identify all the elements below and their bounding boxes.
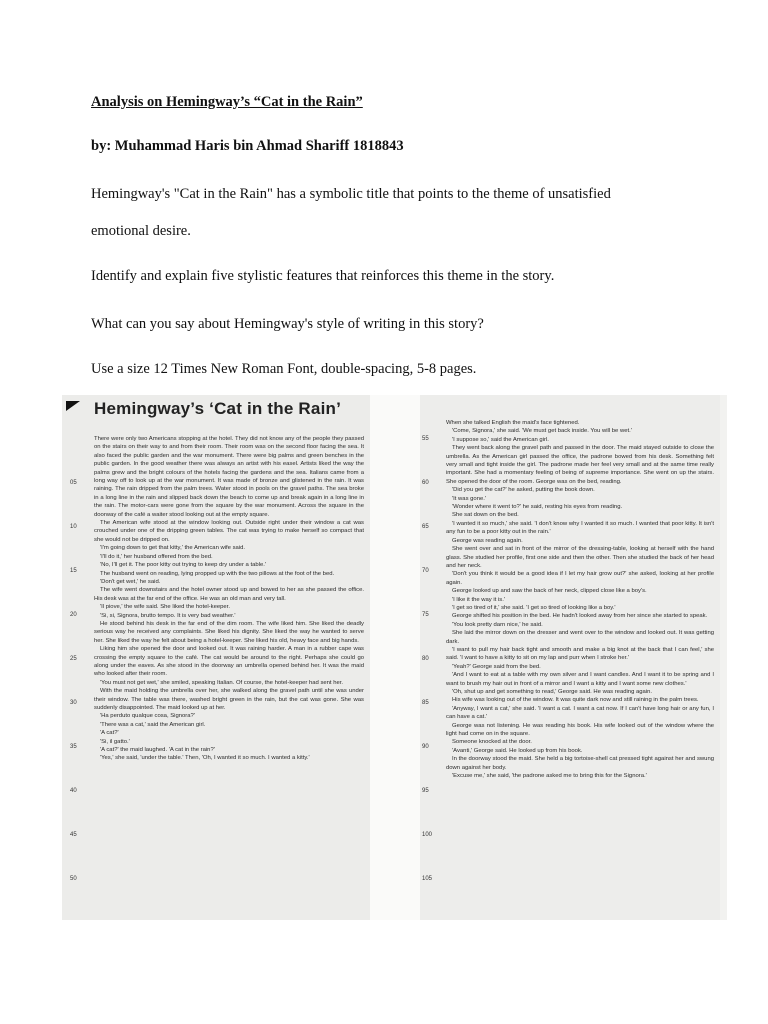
story-paragraph: With the maid holding the umbrella over her, she walked along the gravel path until she was under their window. The table was there, washed bright green in the rain, but the cat was gone. She was suddenly disappointed. The maid looked up at her. [94,688,364,711]
line-number: 75 [422,612,429,618]
story-paragraph: 'Wonder where it went to?' he said, resting his eyes from reading. [452,504,623,511]
story-paragraph: 'You must not get wet,' she smiled, speaking Italian. Of course, the hotel-keeper had sent her. [100,679,344,686]
assignment-title: Analysis on Hemingway’s “Cat in the Rain” [91,94,363,110]
story-paragraph: 'Did you get the cat?' he asked, putting the book down. [452,487,595,494]
story-paragraph: There were only two Americans stopping at the hotel. They did not know any of the people they passed on the stairs on their way to and from their room. Their room was on the second floor facing the sea. It also faced the public garden and the war monument. There were big palms and green benches in the public garden. In the good weather there was always an artist with his easel. Artists liked the way the palms grew and the bright colours of the hotels facing the gardens and the sea. Italians came from a long way off to look up at the war monument. It was made of bronze and glistened in the rain. It was raining. The rain dripped from the palm trees. Water stood in pools on the gravel paths. The sea broke in a long line in the rain and slipped back down the beach to come up and break again in a long line in the rain. The motor-cars were gone from the square by the war monument. Across the square in the doorway of the café a waiter stood looking out at the empty square. [94,436,364,518]
story-paragraph: 'I wanted it so much,' she said. 'I don't know why I wanted it so much. I wanted that poor kitty. It isn't any fun to be a poor kitty out in the rain.' [446,520,714,536]
story-paragraph: They went back along the gravel path and passed in the door. The maid stayed outside to close the umbrella. As the American girl passed the office, the padrone bowed from his desk. Something felt very small and tight inside the girl. The padrone made her feel very small and at the same time really important. She had a momentary feeling of being of supreme importance. She went on up the stairs. She opened the door of the room. George was on the bed, reading. [446,445,714,485]
right-column-text [446,419,714,780]
line-number: 90 [422,744,429,750]
story-paragraph: When she talked English the maid's face tightened. [446,420,580,426]
story-paragraph: She sat down on the bed. [452,512,519,519]
line-number: 20 [70,612,77,618]
story-paragraph: His wife was looking out of the window. It was quite dark now and still raining in the palm trees. [452,697,699,704]
intro-line-2: emotional desire. [91,223,191,239]
story-paragraph: 'Si, si, Signora, brutto tempo. It is very bad weather.' [100,612,236,619]
story-paragraph: She went over and sat in front of the mirror of the dressing-table, looking at herself with the hand glass. She studied her profile, first one side and then the other. Then she studied the back of her head and her neck. [446,546,714,569]
story-paragraph: 'Yeah?' George said from the bed. [452,663,541,670]
story-paragraph: 'I'm going down to get that kitty,' the American wife said. [100,545,246,552]
story-paragraph: 'No, I'll get it. The poor kitty out trying to keep dry under a table.' [100,562,266,569]
story-paragraph: 'Don't you think it would be a good idea if I let my hair grow out?' she asked, looking at her profile again. [446,571,714,586]
scan-gutter [370,395,420,920]
line-number: 100 [422,832,433,838]
story-paragraph: 'I suppose so,' said the American girl. [452,436,549,443]
line-number: 85 [422,700,429,706]
line-number: 55 [422,436,429,442]
task-question-2: What can you say about Hemingway's style of writing in this story? [91,316,484,332]
line-number: 65 [422,524,429,530]
story-paragraph: 'Yes,' she said, 'under the table.' Then, 'Oh, I wanted it so much. I wanted a kitty.' [100,755,310,762]
line-number: 25 [70,656,77,662]
story-paragraph: 'Ha perduto qualque cosa, Signora?' [100,713,195,720]
left-column-text [94,435,364,763]
line-number: 70 [422,568,429,574]
story-paragraph: 'Avanti,' George said. He looked up from his book. [452,747,583,754]
story-title: Hemingway’s ‘Cat in the Rain’ [94,399,341,418]
task-question-1: Identify and explain five stylistic features that reinforces this theme in the story. [91,268,555,284]
story-paragraph: 'There was a cat,' said the American girl. [100,721,206,728]
story-paragraph: George looked up and saw the back of her neck, clipped close like a boy's. [452,588,647,595]
story-paragraph: The husband went on reading, lying propped up with the two pillows at the foot of the bed. [100,570,335,577]
scanned-story-pages [62,395,727,920]
story-paragraph: The wife went downstairs and the hotel owner stood up and bowed to her as she passed the office. His desk was at the far end of the office. He was an old man and very tall. [94,587,364,602]
story-paragraph: In the doorway stood the maid. She held a big tortoise-shell cat pressed tight against her and swung down against her body. [446,756,714,771]
story-paragraph: 'Don't get wet,' he said. [100,578,161,585]
line-number: 40 [70,788,77,794]
story-paragraph: George shifted his position in the bed. He hadn't looked away from her since she started to speak. [452,613,708,620]
story-paragraph: The American wife stood at the window looking out. Outside right under their window a cat was crouched under one of the dripping green tables. The cat was trying to make herself so compact that she would not be dripped on. [94,520,364,543]
story-paragraph: Liking him she opened the door and looked out. It was raining harder. A man in a rubber cape was crossing the empty square to the café. The cat would be around to the right. Perhaps she could go along under the eaves. As she stood in the doorway an umbrella opened behind her. It was the maid who looked after their room. [94,646,364,678]
story-paragraph: 'It was gone.' [452,495,487,502]
story-paragraph: She laid the mirror down on the dresser and went over to the window and looked out. It was getting dark. [446,630,714,645]
story-paragraph: 'A cat?' [100,730,119,737]
story-paragraph: 'Anyway, I want a cat,' she said. 'I want a cat. I want a cat now. If I can't have long hair or any fun, I can have a cat.' [446,705,714,721]
format-instructions: Use a size 12 Times New Roman Font, double-spacing, 5-8 pages. [91,361,477,377]
triangle-marker-icon [66,401,80,411]
line-number: 05 [70,480,77,486]
story-paragraph: 'Come, Signora,' she said. 'We must get back inside. You will be wet.' [452,428,632,435]
story-paragraph: 'Si, il gatto.' [100,738,130,745]
author-byline: by: Muhammad Haris bin Ahmad Shariff 1818843 [91,138,404,154]
story-paragraph: 'You look pretty darn nice,' he said. [452,621,543,628]
line-number: 60 [422,480,429,486]
story-paragraph: 'I want to pull my hair back tight and smooth and make a big knot at the back that I can feel,' she said. 'I want to have a kitty to sit on my lap and purr when I stroke her.' [446,646,714,662]
line-number: 15 [70,568,77,574]
story-paragraph: He stood behind his desk in the far end of the dim room. The wife liked him. She liked the deadly serious way he received any complaints. She liked his dignity. She liked the way he wanted to serve her. She liked the way he felt about being a hotel-keeper. She liked his old, heavy face and big hands. [94,620,364,644]
line-number: 10 [70,524,77,530]
story-paragraph: George was reading again. [452,537,523,544]
line-number: 30 [70,700,77,706]
intro-line-1: Hemingway's "Cat in the Rain" has a symbolic title that points to the theme of unsatisfied [91,186,611,202]
line-number: 35 [70,744,77,750]
line-number: 105 [422,876,433,882]
story-paragraph: Someone knocked at the door. [452,739,532,746]
story-paragraph: 'I get so tired of it,' she said. 'I get so tired of looking like a boy.' [452,604,616,611]
story-paragraph: 'I'll do it,' her husband offered from the bed. [100,553,213,560]
line-number: 80 [422,656,429,662]
story-paragraph: 'Excuse me,' she said, 'the padrone asked me to bring this for the Signora.' [452,773,647,780]
story-paragraph: 'A cat?' the maid laughed. 'A cat in the rain?' [100,747,215,754]
story-paragraph: 'And I want to eat at a table with my own silver and I want candles. And I want it to be spring and I want to brush my hair out in front of a mirror and I want a kitty and I want some new clothes.' [446,672,714,687]
story-paragraph: 'I like it the way it is.' [452,596,505,603]
story-paragraph: George was not listening. He was reading his book. His wife looked out of the window where the light had come on in the square. [446,722,714,738]
line-number: 50 [70,876,77,882]
story-paragraph: 'Oh, shut up and get something to read,' George said. He was reading again. [452,689,653,695]
story-paragraph: 'Il piove,' the wife said. She liked the hotel-keeper. [100,604,230,611]
line-number: 95 [422,788,429,794]
line-number: 45 [70,832,77,838]
